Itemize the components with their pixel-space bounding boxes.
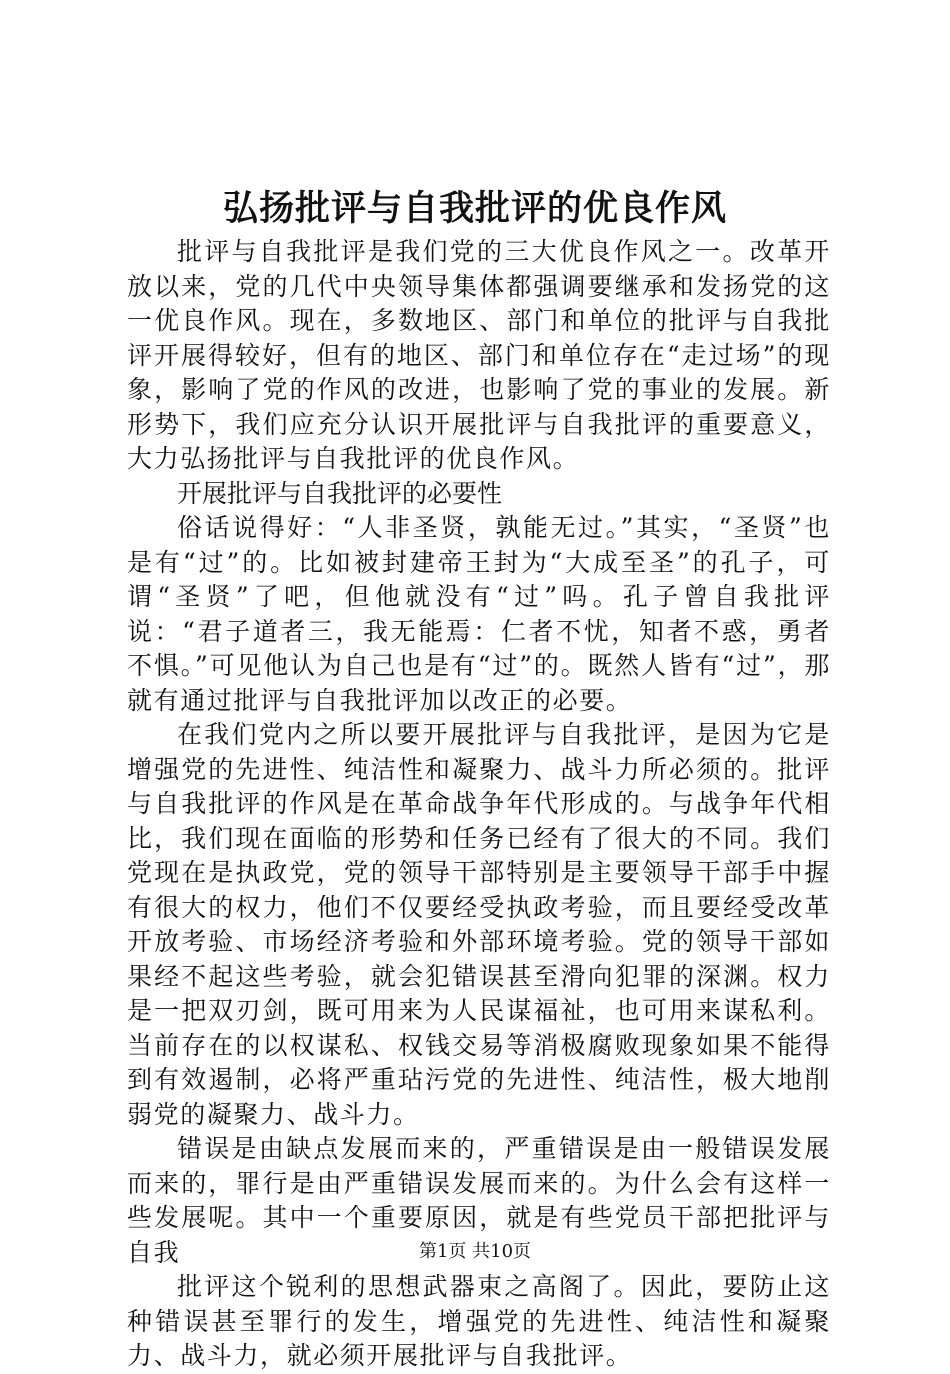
page-footer: 第1页 共10页 bbox=[418, 1241, 532, 1262]
paragraph-intro: 批评与自我批评是我们党的三大优良作风之一。改革开放以来，党的几代中央领导集体都强调要继承和发扬党的这一优良作风。现在，多数地区、部门和单位的批评与自我批评开展得较好，但有的地区、部门和单位存在“走过场”的现象，影响了党的作风的改进，也影响了党的事业的发展。新形势下，我们应充分认识开展批评与自我批评的重要意义，大力弘扬批评与自我批评的优良作风。 bbox=[127, 237, 831, 473]
paragraph-conclusion: 批评这个锐利的思想武器束之高阁了。因此，要防止这种错误甚至罪行的发生，增强党的先进性、纯洁性和凝聚力、战斗力，就必须开展批评与自我批评。 bbox=[127, 1272, 831, 1370]
document-title: 弘扬批评与自我批评的优良作风 bbox=[222, 188, 727, 229]
document-body bbox=[127, 235, 831, 1374]
paragraph-party-necessity: 在我们党内之所以要开展批评与自我批评，是因为它是增强党的先进性、纯洁性和凝聚力、战斗力所必须的。批评与自我批评的作风是在革命战争年代形成的。与战争年代相比，我们现在面临的形势和任务已经有了很大的不同。我们党现在是执政党，党的领导干部特别是主要领导干部手中握有很大的权力，他们不仅要经受执政考验，而且要经受改革开放考验、市场经济考验和外部环境考验。党的领导干部如果经不起这些考验，就会犯错误甚至滑向犯罪的深渊。权力是一把双刃剑，既可用来为人民谋福祉，也可用来谋私利。当前存在的以权谋私、权钱交易等消极腐败现象如果不能得到有效遏制，必将严重玷污党的先进性、纯洁性，极大地削弱党的凝聚力、战斗力。 bbox=[127, 720, 831, 1129]
paragraph-proverb: 俗话说得好：“人非圣贤，孰能无过。”其实，“圣贤”也是有“过”的。比如被封建帝王封为“大成至圣”的孔子，可谓“圣贤”了吧，但他就没有“过”吗。孔子曾自我批评说：“君子道者三，我无能焉：仁者不忧，知者不惑，勇者不惧。”可见他认为自己也是有“过”的。既然人皆有“过”，那就有通过批评与自我批评加以改正的必要。 bbox=[127, 513, 831, 715]
paragraph-errors: 错误是由缺点发展而来的，严重错误是由一般错误发展而来的，罪行是由严重错误发展而来的。为什么会有这样一些发展呢。其中一个重要原因，就是有些党员干部把批评与自我 bbox=[127, 1134, 831, 1267]
section-heading: 开展批评与自我批评的必要性 bbox=[177, 478, 503, 508]
